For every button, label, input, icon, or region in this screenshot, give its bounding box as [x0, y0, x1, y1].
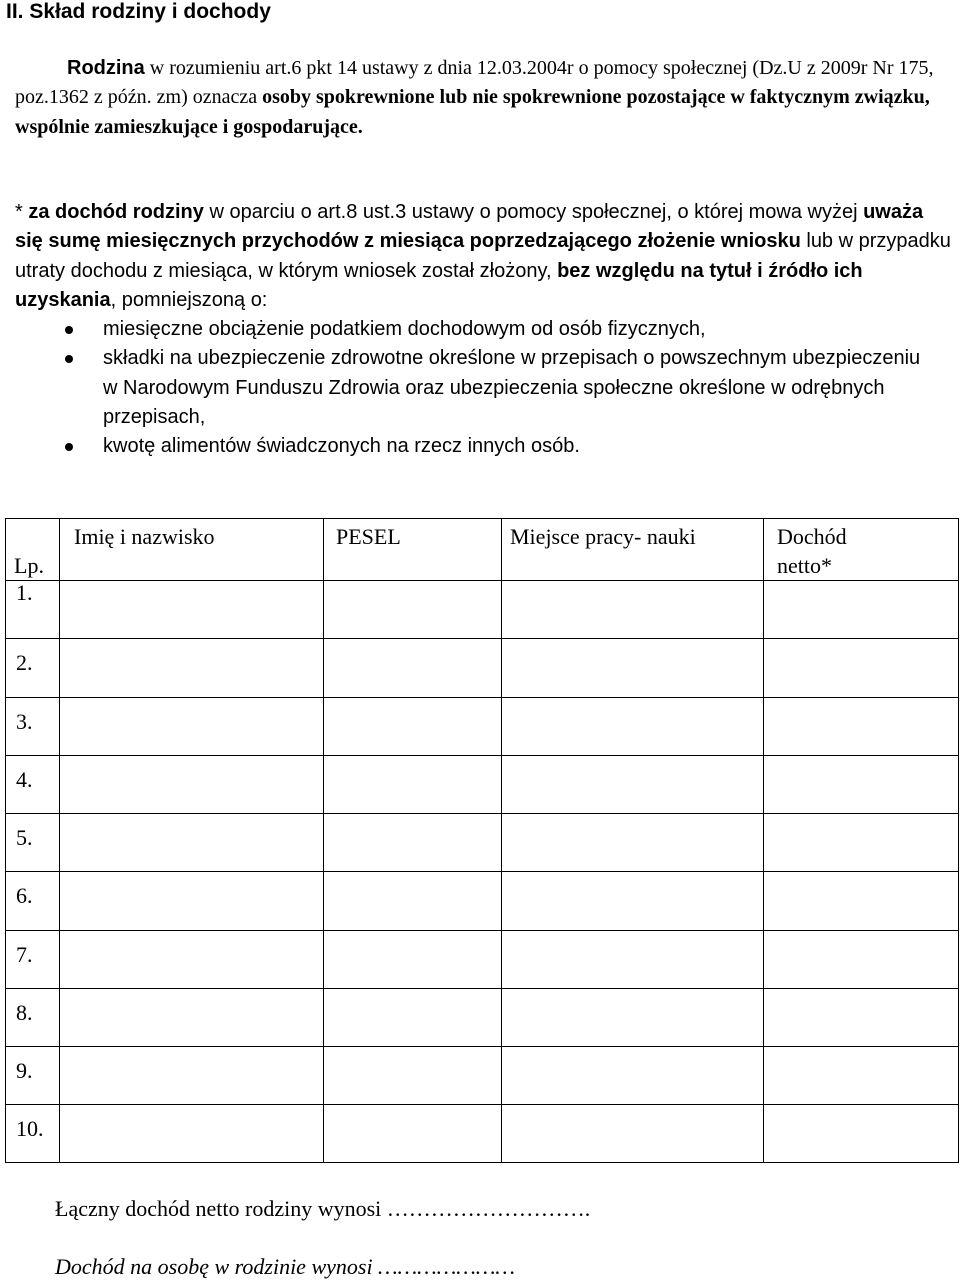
deduction-text: składki na ubezpieczenie zdrowotne określone w przepisach o powszechnym ubezpieczeniu w Narodowym Funduszu Zdrowia oraz ubezpieczenia społeczne określone w odrębnych przepisach, [103, 347, 921, 428]
workplace-cell[interactable] [502, 1105, 764, 1163]
income-cell[interactable] [764, 931, 959, 989]
table-row [6, 1105, 959, 1163]
income-cell[interactable] [764, 872, 959, 931]
pesel-cell[interactable] [324, 872, 502, 931]
workplace-cell[interactable] [502, 698, 764, 756]
workplace-cell[interactable] [502, 931, 764, 989]
deduction-item [57, 315, 937, 344]
table-row [6, 639, 959, 698]
header-name-label: Imię i nazwisko [74, 524, 215, 549]
workplace-cell[interactable] [502, 756, 764, 814]
deduction-text: miesięczne obciążenie podatkiem dochodowym od osób fizycznych, [103, 318, 706, 340]
row-number [6, 872, 60, 931]
income-prefix: * [15, 201, 29, 223]
row-number [6, 698, 60, 756]
header-workplace-label: Miejsce pracy- nauki [510, 524, 696, 549]
name-cell[interactable] [60, 1047, 324, 1105]
header-workplace [502, 519, 764, 581]
bullet-icon [65, 443, 73, 451]
workplace-cell[interactable] [502, 814, 764, 872]
income-cell[interactable] [764, 989, 959, 1047]
deduction-item [57, 432, 937, 461]
row-number [6, 989, 60, 1047]
row-number-label: 4. [16, 767, 33, 792]
workplace-cell[interactable] [502, 639, 764, 698]
row-number-label: 10. [16, 1116, 44, 1141]
row-number-label: 3. [16, 709, 33, 734]
pesel-cell[interactable] [324, 1047, 502, 1105]
income-text-b: lub w przypadku utraty dochodu z miesiąca, w którym wniosek został złożony, [15, 230, 951, 282]
table-header-row [6, 519, 959, 581]
deduction-item [57, 344, 937, 432]
row-number [6, 1047, 60, 1105]
pesel-cell[interactable] [324, 639, 502, 698]
name-cell[interactable] [60, 989, 324, 1047]
bullet-icon [65, 326, 73, 334]
total-income-line[interactable]: Łączny dochód netto rodziny wynosi ………………………. [55, 1196, 591, 1221]
row-number [6, 639, 60, 698]
workplace-cell[interactable] [502, 989, 764, 1047]
income-definition-paragraph [15, 198, 955, 315]
row-number [6, 814, 60, 872]
header-pesel [324, 519, 502, 581]
table-row [6, 756, 959, 814]
income-cell[interactable] [764, 698, 959, 756]
income-cell[interactable] [764, 1047, 959, 1105]
workplace-cell[interactable] [502, 872, 764, 931]
header-lp [6, 519, 60, 581]
row-number-label: 9. [16, 1058, 33, 1083]
row-number-label: 8. [16, 1000, 33, 1025]
family-members-table [5, 518, 959, 1163]
income-cell[interactable] [764, 756, 959, 814]
header-lp-label: Lp. [14, 553, 44, 578]
pesel-cell[interactable] [324, 581, 502, 639]
row-number-label: 7. [16, 942, 33, 967]
family-definition-text: w rozumieniu art.6 pkt 14 ustawy z dnia 12.03.2004r o pomocy społecznej (Dz.U z 2009r Nr 175, poz.1362 z późn. zm) oznacza [15, 57, 934, 109]
bullet-icon [65, 355, 73, 363]
per-person-income-line[interactable]: Dochód na osobę w rodzinie wynosi ………………… [55, 1254, 515, 1279]
income-cell[interactable] [764, 814, 959, 872]
income-text-a: w oparciu o art.8 ust.3 ustawy o pomocy społecznej, o której mowa wyżej [203, 201, 864, 223]
table-row [6, 814, 959, 872]
pesel-cell[interactable] [324, 931, 502, 989]
pesel-cell[interactable] [324, 989, 502, 1047]
name-cell[interactable] [60, 756, 324, 814]
name-cell[interactable] [60, 639, 324, 698]
income-bold-b: uważa się sumę miesięcznych przychodów z miesiąca poprzedzającego złożenie wniosku [15, 201, 924, 253]
income-cell[interactable] [764, 1105, 959, 1163]
header-income-label: Dochód netto* [777, 524, 847, 578]
income-bold-c: bez względu na tytuł i źródło ich uzyskania [15, 259, 863, 311]
row-number-label: 2. [16, 650, 33, 675]
row-number-label: 5. [16, 825, 33, 850]
table-row [6, 872, 959, 931]
row-number [6, 756, 60, 814]
section-heading: II. Skład rodziny i dochody [6, 0, 271, 23]
row-number-label: 1. [16, 580, 33, 605]
income-text-c: , pomniejszoną o: [110, 288, 268, 311]
header-name [60, 519, 324, 581]
name-cell[interactable] [60, 814, 324, 872]
name-cell[interactable] [60, 1105, 324, 1163]
header-pesel-label: PESEL [336, 524, 401, 549]
workplace-cell[interactable] [502, 581, 764, 639]
pesel-cell[interactable] [324, 698, 502, 756]
table-row [6, 931, 959, 989]
deduction-text: kwotę alimentów świadczonych na rzecz innych osób. [103, 435, 580, 458]
family-definition-paragraph [15, 54, 955, 142]
name-cell[interactable] [60, 931, 324, 989]
pesel-cell[interactable] [324, 756, 502, 814]
family-definition-bold: osoby spokrewnione lub nie spokrewnione pozostające w faktycznym związku, wspólnie zamieszkujące i gospodarujące. [15, 86, 930, 138]
deductions-list [57, 315, 937, 461]
table-row [6, 698, 959, 756]
name-cell[interactable] [60, 581, 324, 639]
row-number [6, 581, 60, 639]
pesel-cell[interactable] [324, 814, 502, 872]
table-row [6, 581, 959, 639]
income-cell[interactable] [764, 581, 959, 639]
income-term: za dochód rodziny [28, 201, 204, 223]
workplace-cell[interactable] [502, 1047, 764, 1105]
table-row [6, 989, 959, 1047]
header-income [764, 519, 959, 581]
row-number-label: 6. [16, 883, 33, 908]
row-number [6, 931, 60, 989]
row-number [6, 1105, 60, 1163]
family-term: Rodzina [67, 57, 145, 79]
name-cell[interactable] [60, 872, 324, 931]
name-cell[interactable] [60, 698, 324, 756]
table-row [6, 1047, 959, 1105]
income-cell[interactable] [764, 639, 959, 698]
pesel-cell[interactable] [324, 1105, 502, 1163]
